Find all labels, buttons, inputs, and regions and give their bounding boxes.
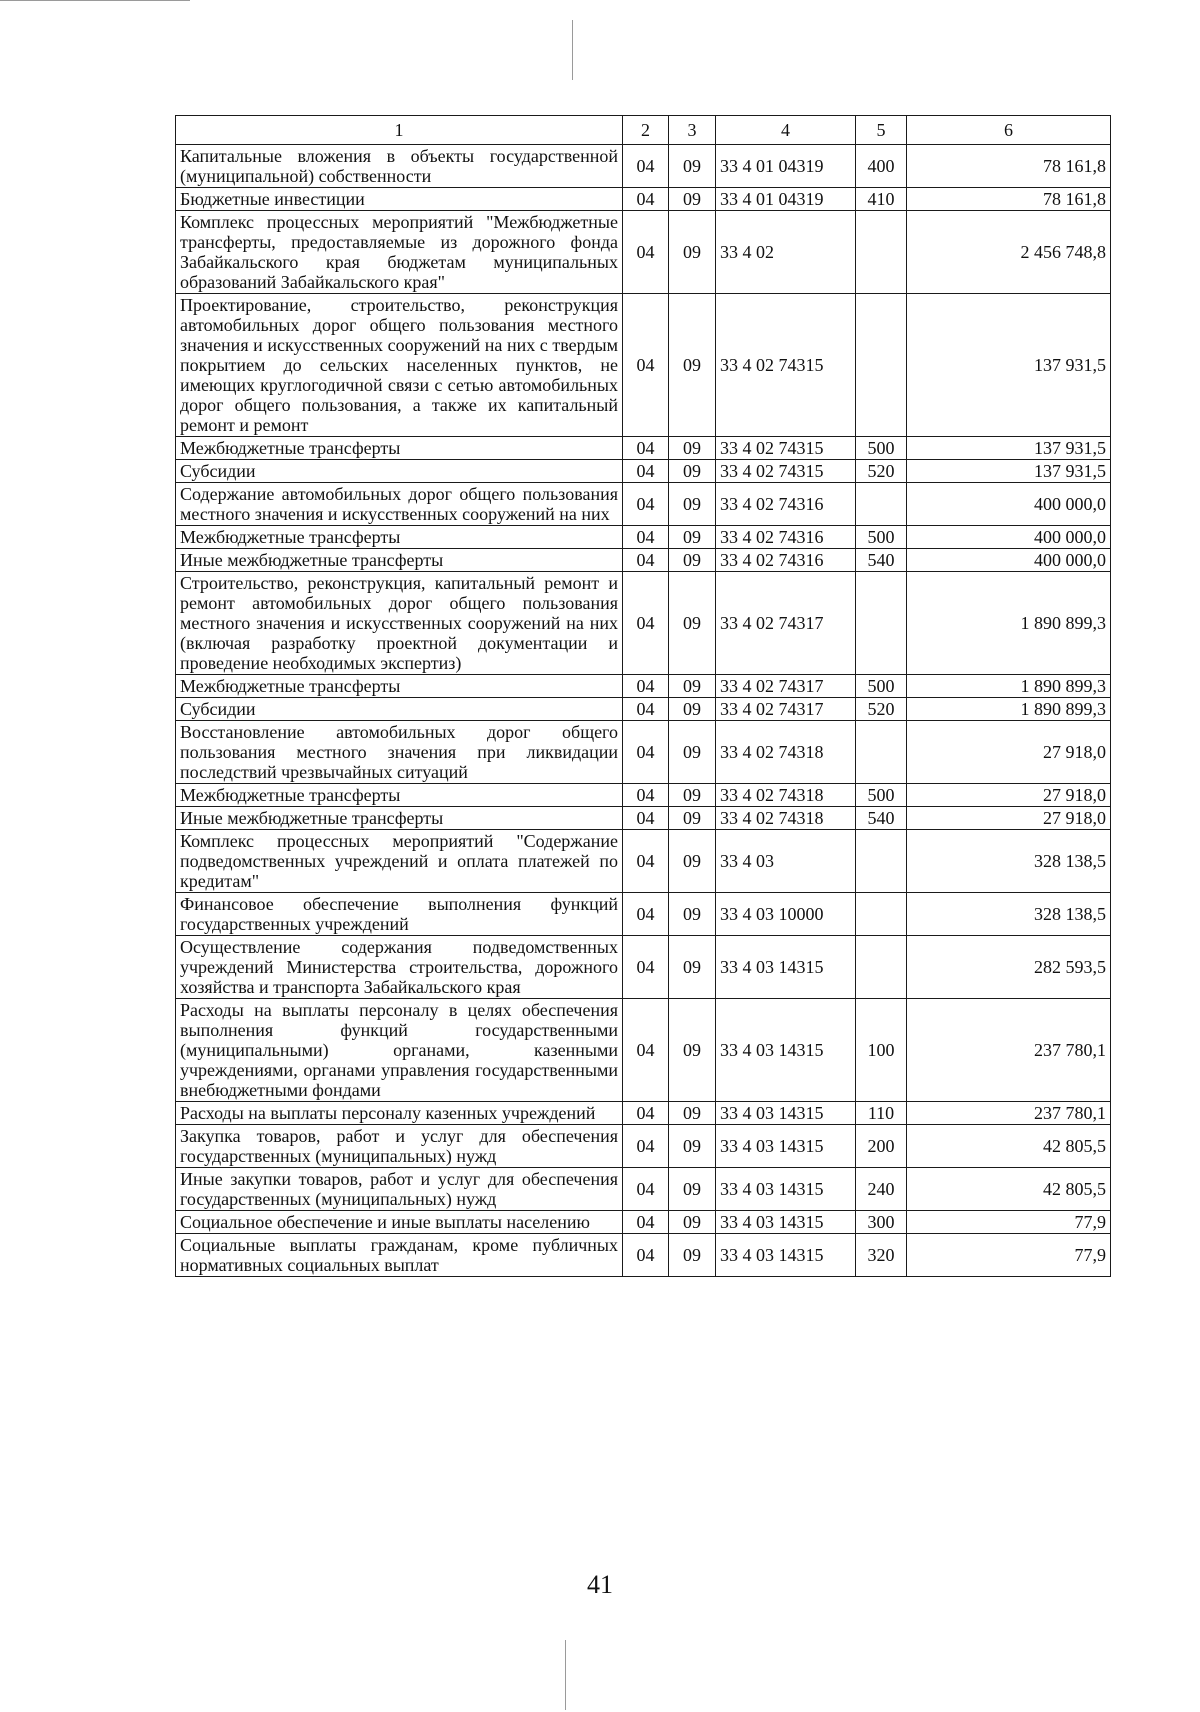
- row-amount: 78 161,8: [907, 188, 1111, 211]
- table-row: [176, 999, 1111, 1102]
- table-row: [176, 294, 1111, 437]
- row-target-code: 33 4 02 74318: [716, 807, 856, 830]
- row-name: Субсидии: [176, 460, 623, 483]
- row-subsection: 09: [669, 483, 716, 526]
- table-row: [176, 437, 1111, 460]
- row-target-code: 33 4 03: [716, 830, 856, 893]
- row-expense-type: 110: [856, 1102, 907, 1125]
- row-name: Субсидии: [176, 698, 623, 721]
- table-row: [176, 698, 1111, 721]
- row-name: Проектирование, строительство, реконструкция автомобильных дорог общего пользования местного значения и искусственных сооружений на них с твердым покрытием до сельских населенных пунктов, не имеющих круглогодичной связи с сетью автомобильных дорог общего пользования, а также их капитальный ремонт и ремонт: [176, 294, 623, 437]
- table-row: [176, 936, 1111, 999]
- row-name: Иные межбюджетные трансферты: [176, 549, 623, 572]
- row-expense-type: 320: [856, 1234, 907, 1277]
- row-amount: 77,9: [907, 1211, 1111, 1234]
- row-target-code: 33 4 03 14315: [716, 1125, 856, 1168]
- row-expense-type: [856, 483, 907, 526]
- row-amount: 27 918,0: [907, 784, 1111, 807]
- row-expense-type: 540: [856, 549, 907, 572]
- row-subsection: 09: [669, 549, 716, 572]
- row-section: 04: [623, 549, 669, 572]
- table-row: [176, 1234, 1111, 1277]
- row-name: Расходы на выплаты персоналу в целях обеспечения выполнения функций государственными (муниципальными) органами, казенными учреждениями, органами управления государственными внебюджетными фондами: [176, 999, 623, 1102]
- scan-artifact-line: [572, 20, 573, 80]
- row-amount: 282 593,5: [907, 936, 1111, 999]
- row-target-code: 33 4 02 74316: [716, 483, 856, 526]
- column-header-6: 6: [907, 116, 1111, 145]
- row-name: Строительство, реконструкция, капитальный ремонт и ремонт автомобильных дорог общего пользования местного значения и искусственных сооружений на них (включая разработку проектной документации и проведение необходимых экспертиз): [176, 572, 623, 675]
- row-expense-type: [856, 572, 907, 675]
- row-section: 04: [623, 460, 669, 483]
- table-row: [176, 1125, 1111, 1168]
- row-expense-type: [856, 893, 907, 936]
- scan-artifact-line: [0, 0, 190, 1]
- row-subsection: 09: [669, 830, 716, 893]
- row-section: 04: [623, 721, 669, 784]
- row-expense-type: 400: [856, 145, 907, 188]
- table-row: [176, 549, 1111, 572]
- row-name: Иные межбюджетные трансферты: [176, 807, 623, 830]
- row-subsection: 09: [669, 437, 716, 460]
- row-subsection: 09: [669, 572, 716, 675]
- row-subsection: 09: [669, 999, 716, 1102]
- row-name: Социальное обеспечение и иные выплаты населению: [176, 1211, 623, 1234]
- budget-table: [175, 115, 1111, 1277]
- table-row: [176, 830, 1111, 893]
- row-subsection: 09: [669, 145, 716, 188]
- row-section: 04: [623, 145, 669, 188]
- table-header-row: [176, 116, 1111, 145]
- column-header-1: 1: [176, 116, 623, 145]
- row-amount: 2 456 748,8: [907, 211, 1111, 294]
- row-name: Межбюджетные трансферты: [176, 437, 623, 460]
- row-subsection: 09: [669, 460, 716, 483]
- row-target-code: 33 4 03 14315: [716, 1211, 856, 1234]
- row-target-code: 33 4 03 14315: [716, 936, 856, 999]
- row-name: Комплекс процессных мероприятий "Межбюджетные трансферты, предоставляемые из дорожного фонда Забайкальского края бюджетам муниципальных образований Забайкальского края": [176, 211, 623, 294]
- row-name: Капитальные вложения в объекты государственной (муниципальной) собственности: [176, 145, 623, 188]
- row-target-code: 33 4 02 74315: [716, 294, 856, 437]
- table-row: [176, 893, 1111, 936]
- row-amount: 400 000,0: [907, 526, 1111, 549]
- table-row: [176, 1168, 1111, 1211]
- column-header-5: 5: [856, 116, 907, 145]
- table-row: [176, 675, 1111, 698]
- row-section: 04: [623, 437, 669, 460]
- row-amount: 42 805,5: [907, 1125, 1111, 1168]
- row-name: Расходы на выплаты персоналу казенных учреждений: [176, 1102, 623, 1125]
- row-expense-type: 410: [856, 188, 907, 211]
- row-amount: 400 000,0: [907, 549, 1111, 572]
- column-header-4: 4: [716, 116, 856, 145]
- row-target-code: 33 4 02 74318: [716, 784, 856, 807]
- table-row: [176, 807, 1111, 830]
- row-name: Комплекс процессных мероприятий "Содержание подведомственных учреждений и оплата платежей по кредитам": [176, 830, 623, 893]
- row-section: 04: [623, 999, 669, 1102]
- row-subsection: 09: [669, 721, 716, 784]
- row-expense-type: [856, 294, 907, 437]
- row-subsection: 09: [669, 211, 716, 294]
- row-target-code: 33 4 02 74315: [716, 460, 856, 483]
- table-row: [176, 572, 1111, 675]
- row-subsection: 09: [669, 526, 716, 549]
- row-target-code: 33 4 03 14315: [716, 1102, 856, 1125]
- row-target-code: 33 4 02 74317: [716, 698, 856, 721]
- row-section: 04: [623, 526, 669, 549]
- row-subsection: 09: [669, 698, 716, 721]
- row-subsection: 09: [669, 1211, 716, 1234]
- row-expense-type: 520: [856, 698, 907, 721]
- row-subsection: 09: [669, 807, 716, 830]
- row-expense-type: [856, 721, 907, 784]
- row-name: Иные закупки товаров, работ и услуг для обеспечения государственных (муниципальных) нужд: [176, 1168, 623, 1211]
- row-section: 04: [623, 572, 669, 675]
- row-section: 04: [623, 830, 669, 893]
- row-subsection: 09: [669, 784, 716, 807]
- row-expense-type: 500: [856, 675, 907, 698]
- row-name: Бюджетные инвестиции: [176, 188, 623, 211]
- row-section: 04: [623, 483, 669, 526]
- table-row: [176, 784, 1111, 807]
- row-expense-type: [856, 936, 907, 999]
- row-name: Финансовое обеспечение выполнения функций государственных учреждений: [176, 893, 623, 936]
- row-amount: 237 780,1: [907, 1102, 1111, 1125]
- table-row: [176, 188, 1111, 211]
- table-row: [176, 1102, 1111, 1125]
- row-amount: 77,9: [907, 1234, 1111, 1277]
- table-row: [176, 721, 1111, 784]
- row-name: Осуществление содержания подведомственных учреждений Министерства строительства, дорожного хозяйства и транспорта Забайкальского края: [176, 936, 623, 999]
- row-amount: 137 931,5: [907, 294, 1111, 437]
- row-section: 04: [623, 1211, 669, 1234]
- row-target-code: 33 4 03 10000: [716, 893, 856, 936]
- row-amount: 400 000,0: [907, 483, 1111, 526]
- column-header-3: 3: [669, 116, 716, 145]
- row-amount: 27 918,0: [907, 721, 1111, 784]
- row-target-code: 33 4 02 74316: [716, 549, 856, 572]
- row-section: 04: [623, 211, 669, 294]
- row-section: 04: [623, 698, 669, 721]
- row-name: Межбюджетные трансферты: [176, 784, 623, 807]
- table-row: [176, 460, 1111, 483]
- row-target-code: 33 4 01 04319: [716, 188, 856, 211]
- row-name: Закупка товаров, работ и услуг для обеспечения государственных (муниципальных) нужд: [176, 1125, 623, 1168]
- row-subsection: 09: [669, 675, 716, 698]
- row-section: 04: [623, 675, 669, 698]
- row-section: 04: [623, 1102, 669, 1125]
- row-amount: 237 780,1: [907, 999, 1111, 1102]
- table-row: [176, 1211, 1111, 1234]
- row-subsection: 09: [669, 188, 716, 211]
- row-subsection: 09: [669, 1234, 716, 1277]
- column-header-2: 2: [623, 116, 669, 145]
- row-expense-type: 500: [856, 526, 907, 549]
- row-target-code: 33 4 01 04319: [716, 145, 856, 188]
- row-amount: 27 918,0: [907, 807, 1111, 830]
- page-number: 41: [587, 1570, 613, 1599]
- row-amount: 1 890 899,3: [907, 572, 1111, 675]
- row-target-code: 33 4 03 14315: [716, 999, 856, 1102]
- row-amount: 1 890 899,3: [907, 698, 1111, 721]
- row-expense-type: 500: [856, 437, 907, 460]
- row-expense-type: 540: [856, 807, 907, 830]
- row-amount: 328 138,5: [907, 893, 1111, 936]
- row-expense-type: 520: [856, 460, 907, 483]
- row-subsection: 09: [669, 294, 716, 437]
- row-amount: 1 890 899,3: [907, 675, 1111, 698]
- row-section: 04: [623, 1125, 669, 1168]
- row-amount: 328 138,5: [907, 830, 1111, 893]
- table-row: [176, 483, 1111, 526]
- row-amount: 137 931,5: [907, 437, 1111, 460]
- row-section: 04: [623, 1168, 669, 1211]
- table-row: [176, 145, 1111, 188]
- row-section: 04: [623, 936, 669, 999]
- row-target-code: 33 4 02 74318: [716, 721, 856, 784]
- row-subsection: 09: [669, 1125, 716, 1168]
- row-amount: 42 805,5: [907, 1168, 1111, 1211]
- scan-artifact-line: [565, 1640, 566, 1710]
- row-section: 04: [623, 188, 669, 211]
- row-target-code: 33 4 03 14315: [716, 1168, 856, 1211]
- row-expense-type: 240: [856, 1168, 907, 1211]
- row-expense-type: 300: [856, 1211, 907, 1234]
- row-name: Восстановление автомобильных дорог общего пользования местного значения при ликвидации последствий чрезвычайных ситуаций: [176, 721, 623, 784]
- row-subsection: 09: [669, 936, 716, 999]
- row-target-code: 33 4 02 74317: [716, 572, 856, 675]
- row-target-code: 33 4 02: [716, 211, 856, 294]
- row-target-code: 33 4 02 74317: [716, 675, 856, 698]
- row-expense-type: 200: [856, 1125, 907, 1168]
- row-name: Межбюджетные трансферты: [176, 675, 623, 698]
- table-row: [176, 526, 1111, 549]
- row-expense-type: 100: [856, 999, 907, 1102]
- row-subsection: 09: [669, 1102, 716, 1125]
- row-target-code: 33 4 02 74315: [716, 437, 856, 460]
- row-amount: 137 931,5: [907, 460, 1111, 483]
- row-name: Содержание автомобильных дорог общего пользования местного значения и искусственных сооружений на них: [176, 483, 623, 526]
- row-section: 04: [623, 893, 669, 936]
- row-section: 04: [623, 784, 669, 807]
- row-name: Социальные выплаты гражданам, кроме публичных нормативных социальных выплат: [176, 1234, 623, 1277]
- row-target-code: 33 4 02 74316: [716, 526, 856, 549]
- row-subsection: 09: [669, 1168, 716, 1211]
- row-name: Межбюджетные трансферты: [176, 526, 623, 549]
- row-expense-type: 500: [856, 784, 907, 807]
- row-amount: 78 161,8: [907, 145, 1111, 188]
- row-section: 04: [623, 294, 669, 437]
- row-section: 04: [623, 1234, 669, 1277]
- row-expense-type: [856, 830, 907, 893]
- row-target-code: 33 4 03 14315: [716, 1234, 856, 1277]
- row-section: 04: [623, 807, 669, 830]
- table-row: [176, 211, 1111, 294]
- row-subsection: 09: [669, 893, 716, 936]
- row-expense-type: [856, 211, 907, 294]
